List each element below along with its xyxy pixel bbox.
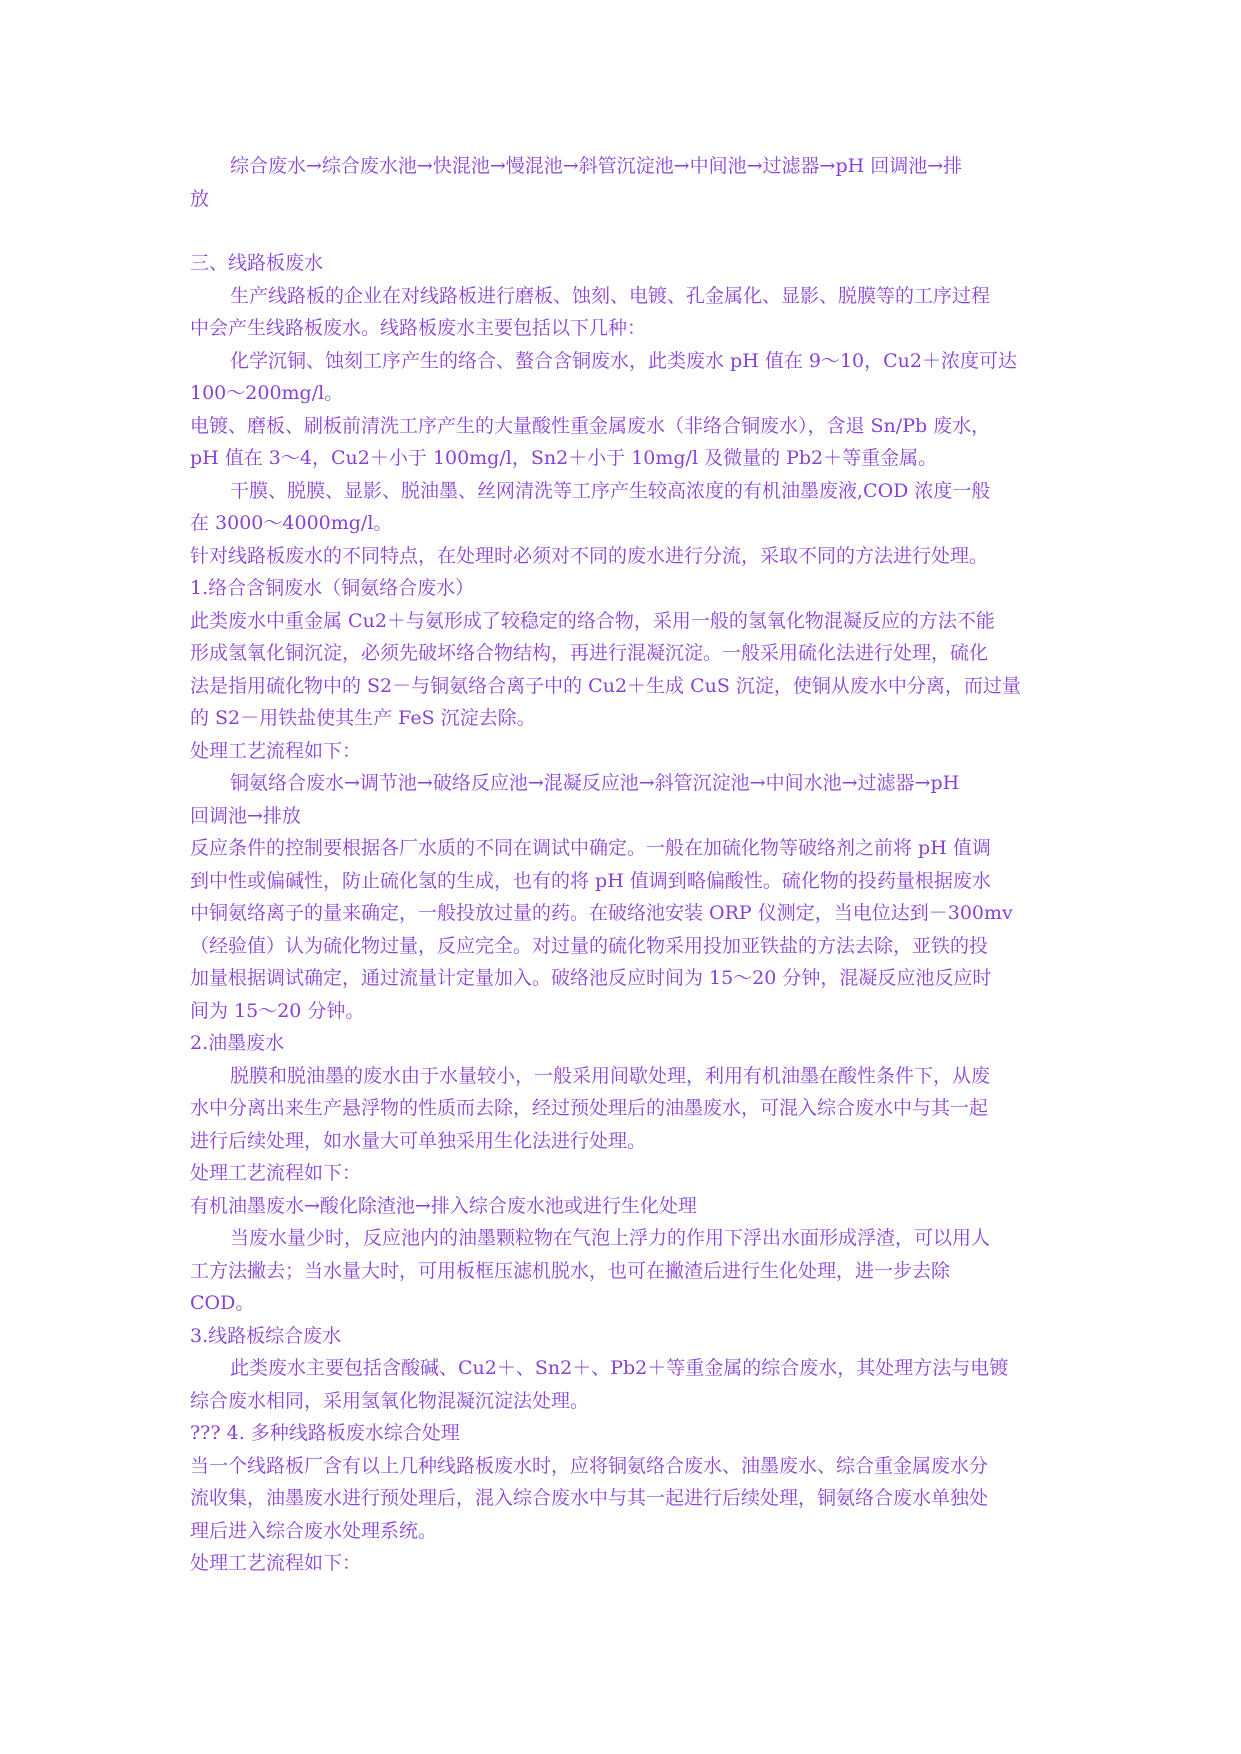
text-line: 的 S2－用铁盐使其生产 FeS 沉淀去除。 [190,707,536,729]
text-line: 中会产生线路板废水。线路板废水主要包括以下几种： [190,317,647,339]
text-line: 在 3000～4000mg/l。 [190,512,393,534]
text-line: 处理工艺流程如下： [190,1162,362,1184]
text-line: 理后进入综合废水处理系统。 [190,1519,438,1542]
text-line: 回调池→排放 [190,804,301,827]
blank-line [190,215,1058,247]
text-line: 中铜氨络离子的量来确定，一般投放过量的药。在破络池安装 ORP 仪测定，当电位达到－300mv [190,902,1013,924]
text-line: 综合废水相同，采用氢氧化物混凝沉淀法处理。 [190,1389,590,1412]
text-line: 工方法撇去；当水量大时，可用板框压滤机脱水，也可在撇渣后进行生化处理，进一步去除 [190,1259,951,1282]
text-line: 针对线路板废水的不同特点，在处理时必须对不同的废水进行分流，采取不同的方法进行处理。 [190,544,989,567]
text-line: 进行后续处理，如水量大可单独采用生化法进行处理。 [190,1129,647,1152]
text-line: 生产线路板的企业在对线路板进行磨板、蚀刻、电镀、孔金属化、显影、脱膜等的工序过程 [230,284,991,307]
text-line: 2.油墨废水 [190,1032,285,1054]
text-line: 加量根据调试确定，通过流量计定量加入。破络池反应时间为 15～20 分钟，混凝反应池反应时 [190,967,992,989]
text-line: （经验值）认为硫化物过量，反应完全。对过量的硫化物采用投加亚铁盐的方法去除，亚铁的投 [190,934,989,957]
text-line: ??? 4. 多种线路板废水综合处理 [190,1422,460,1444]
text-line: 形成氢氧化铜沉淀，必须先破坏络合物结构，再进行混凝沉淀。一般采用硫化法进行处理，硫化 [190,642,989,664]
text-line: 流收集，油墨废水进行预处理后，混入综合废水中与其一起进行后续处理，铜氨络合废水单独处 [190,1487,989,1509]
text-line: 到中性或偏碱性，防止硫化氢的生成，也有的将 pH 值调到略偏酸性。硫化物的投药量根据废水 [190,869,991,892]
text-line: 当一个线路板厂含有以上几种线路板废水时，应将铜氨络合废水、油墨废水、综合重金属废水分 [190,1454,989,1477]
text-line: 间为 15～20 分钟。 [190,999,365,1022]
text-line: 100～200mg/l。 [190,382,344,404]
text-line: 处理工艺流程如下： [190,739,362,762]
text-line: 干膜、脱膜、显影、脱油墨、丝网清洗等工序产生较高浓度的有机油墨废液,COD 浓度一般 [230,479,991,502]
text-line: 3.线路板综合废水 [190,1324,342,1347]
text-line: pH 值在 3～4，Cu2＋小于 100mg/l，Sn2＋小于 10mg/l 及微量的 Pb2＋等重金属。 [190,447,938,469]
text-line: 水中分离出来生产悬浮物的性质而去除，经过预处理后的油墨废水，可混入综合废水中与其一起 [190,1097,989,1119]
text-line: COD。 [190,1292,255,1314]
text-line: 有机油墨废水→酸化除渣池→排入综合废水池或进行生化处理 [190,1194,697,1217]
document-body [190,150,1058,1580]
text-line: 法是指用硫化物中的 S2－与铜氨络合离子中的 Cu2＋生成 CuS 沉淀，使铜从废水中分离，而过量 [190,674,1021,697]
text-line: 反应条件的控制要根据各厂水质的不同在调试中确定。一般在加硫化物等破络剂之前将 pH 值调 [190,837,991,859]
text-line: 处理工艺流程如下： [190,1552,362,1574]
text-line: 当废水量少时，反应池内的油墨颗粒物在气泡上浮力的作用下浮出水面形成浮渣，可以用人 [230,1227,991,1249]
text-line: 此类废水主要包括含酸碱、Cu2＋、Sn2＋、Pb2＋等重金属的综合废水，其处理方法与电镀 [230,1357,1009,1379]
text-line: 脱膜和脱油墨的废水由于水量较小，一般采用间歇处理，利用有机油墨在酸性条件下，从废 [230,1064,991,1087]
text-line: 铜氨络合废水→调节池→破络反应池→混凝反应池→斜管沉淀池→中间水池→过滤器→pH [230,772,960,794]
text-line: 三、线路板废水 [190,252,324,274]
text-line: 综合废水→综合废水池→快混池→慢混池→斜管沉淀池→中间池→过滤器→pH 回调池→排 [230,155,963,177]
text-line: 放 [190,187,210,210]
text-line: 化学沉铜、蚀刻工序产生的络合、螯合含铜废水，此类废水 pH 值在 9～10，Cu2＋浓度可达 [230,349,1017,372]
text-line: 此类废水中重金属 Cu2＋与氨形成了较稳定的络合物，采用一般的氢氧化物混凝反应的方法不能 [190,609,995,632]
text-line: 1.络合含铜废水（铜氨络合废水） [190,577,475,599]
text-line: 电镀、磨板、刷板前清洗工序产生的大量酸性重金属废水（非络合铜废水），含退 Sn/Pb 废水， [190,414,991,437]
